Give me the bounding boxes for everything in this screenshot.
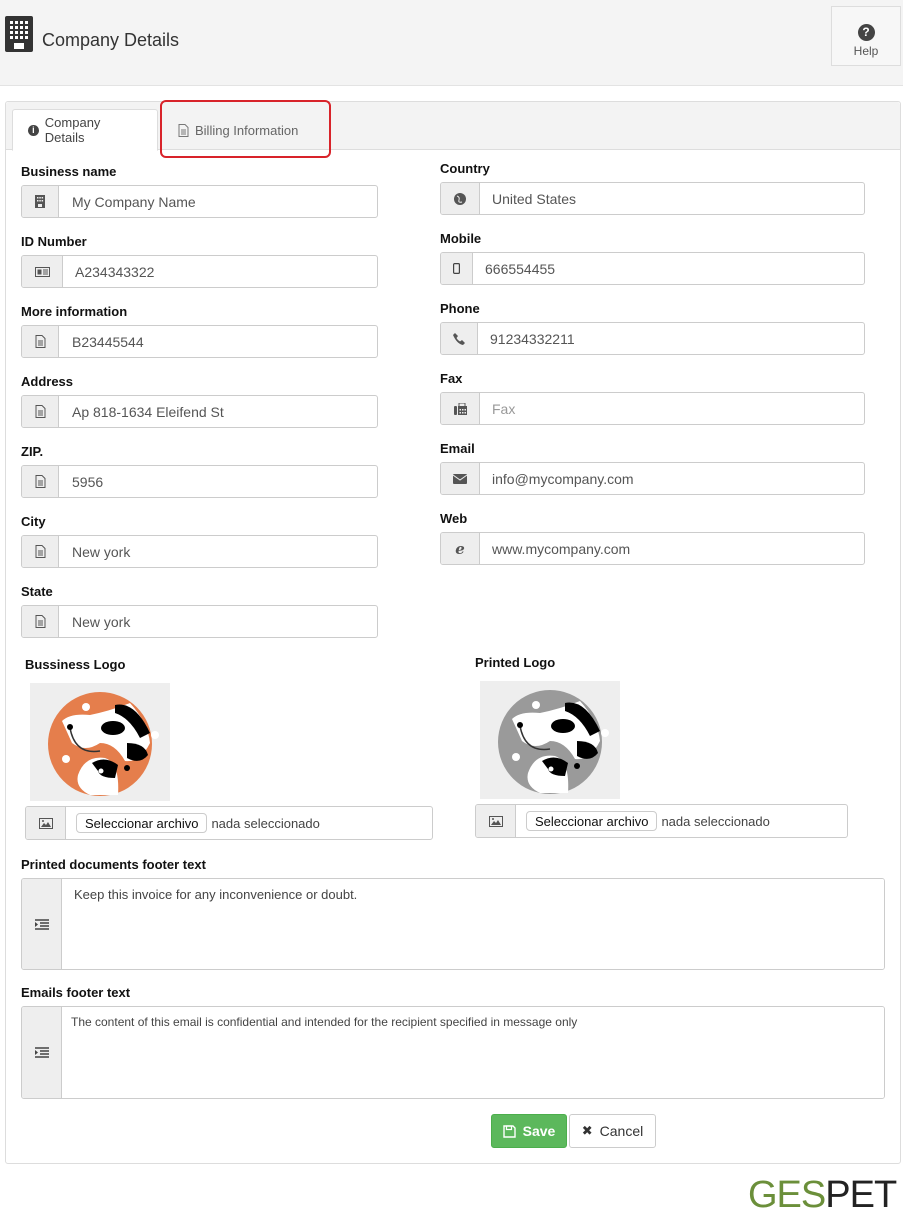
field-label: State [21,584,53,599]
business-name-input-group [21,185,378,218]
file-text-icon [22,606,59,637]
cancel-label: Cancel [599,1123,644,1139]
building-icon [5,16,33,52]
help-label: Help [853,44,879,58]
file-status: nada seleccionado [211,815,320,831]
business-logo-image [30,683,170,801]
tab-billing-information[interactable] [163,109,313,151]
help-button[interactable] [831,6,901,66]
printed-footer-label: Printed documents footer text [21,857,206,872]
field-label: Phone [440,301,480,316]
email-input[interactable] [480,463,864,494]
file-text-icon [22,536,59,567]
image-icon [476,805,516,837]
gespet-logo: GESPET [748,1174,897,1216]
field-label: ID Number [21,234,87,249]
info-circle-icon: i [28,125,39,136]
globe-icon [441,183,480,214]
tab-bar [6,102,900,150]
emails-footer-group [21,1006,885,1099]
page-header [0,0,903,86]
internet-explorer-icon: e [441,533,480,564]
emails-footer-label: Emails footer text [21,985,131,1000]
select-file-button[interactable]: Seleccionar archivo [526,811,657,831]
page-title: Company Details [42,30,180,50]
emails-footer-textarea[interactable] [62,1007,884,1098]
floppy-disk-icon [503,1125,516,1138]
business-name-input[interactable] [59,186,377,217]
zip-input-group [21,465,378,498]
tab-company-details[interactable] [12,109,158,151]
business-logo-label: Bussiness Logo [25,657,126,672]
more-information-input[interactable] [59,326,377,357]
field-label: City [21,514,46,529]
address-input-group [21,395,378,428]
cancel-button[interactable] [569,1114,656,1148]
envelope-icon [441,463,480,494]
printed-footer-textarea[interactable] [62,879,884,969]
city-input[interactable] [59,536,377,567]
fax-input-group [440,392,865,425]
field-label: Business name [21,164,117,179]
file-text-icon [178,124,189,137]
field-label: ZIP. [21,444,44,459]
city-input-group [21,535,378,568]
address-input[interactable] [59,396,377,427]
mobile-input-group [440,252,865,285]
state-input[interactable] [59,606,377,637]
field-label: Country [440,161,490,176]
field-label: Fax [440,371,463,386]
tab-label: Billing Information [195,122,299,138]
fax-icon [441,393,480,424]
web-input[interactable] [480,533,864,564]
file-text-icon [22,396,59,427]
indent-icon [22,1007,62,1098]
question-circle-icon: ? [858,24,875,41]
tab-label: Company Details [44,115,101,145]
id-number-input[interactable] [63,256,377,287]
image-icon [26,807,66,839]
pets-logo-grayscale-icon [480,681,620,799]
mobile-icon [441,253,473,284]
id-card-icon [22,256,63,287]
file-text-icon [22,326,59,357]
more-information-input-group [21,325,378,358]
printed-logo-label: Printed Logo [475,655,556,670]
field-label: Mobile [440,231,482,246]
building-icon [22,186,59,217]
email-input-group [440,462,865,495]
save-label: Save [522,1123,556,1139]
printed-logo-image [480,681,620,799]
web-input-group [440,532,865,565]
printed-footer-group [21,878,885,970]
id-number-input-group [21,255,378,288]
field-label: Web [440,511,468,526]
fax-input[interactable] [480,393,864,424]
country-input[interactable] [480,183,864,214]
state-input-group [21,605,378,638]
field-label: Address [21,374,74,389]
zip-input[interactable] [59,466,377,497]
indent-icon [22,879,62,969]
pets-logo-icon [30,683,170,801]
save-button[interactable] [491,1114,567,1148]
select-file-button[interactable]: Seleccionar archivo [76,813,207,833]
business-logo-file-input[interactable] [25,806,433,840]
phone-input-group [440,322,865,355]
file-text-icon [22,466,59,497]
field-label: More information [21,304,128,319]
phone-icon [441,323,478,354]
printed-logo-file-input[interactable] [475,804,848,838]
field-label: Email [440,441,475,456]
mobile-input[interactable] [473,253,864,284]
file-status: nada seleccionado [661,813,770,829]
country-input-group [440,182,865,215]
phone-input[interactable] [478,323,864,354]
close-icon: ✖ [581,1123,593,1138]
